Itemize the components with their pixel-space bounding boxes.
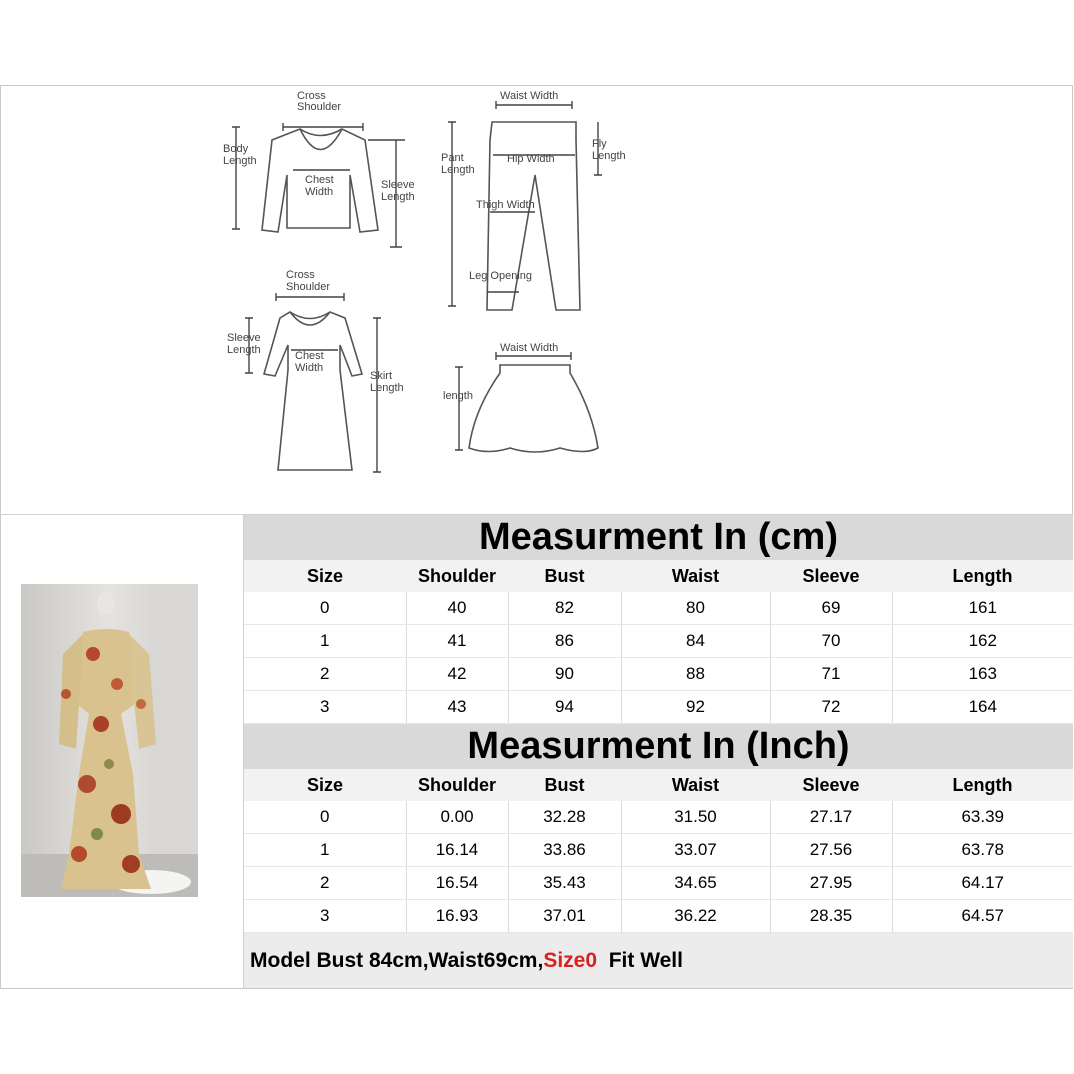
inch-header-cell: Waist bbox=[621, 769, 770, 801]
cm-header-cell: Size bbox=[244, 560, 406, 592]
inch-cell: 1 bbox=[244, 834, 406, 867]
inch-cell: 64.17 bbox=[892, 867, 1073, 900]
dress-skirt-length-label-2: Length bbox=[370, 382, 404, 394]
cm-header-cell: Length bbox=[892, 560, 1073, 592]
cm-title-row bbox=[244, 515, 1073, 560]
cm-cell: 41 bbox=[406, 625, 508, 658]
inch-cell: 27.95 bbox=[770, 867, 892, 900]
fit-well-text: Fit Well bbox=[597, 948, 683, 972]
pants-waist-width-label: Waist Width bbox=[500, 90, 559, 102]
cm-table-row bbox=[244, 691, 1073, 724]
cm-cell: 82 bbox=[508, 592, 621, 625]
pants-thigh-width-label: Thigh Width bbox=[476, 199, 535, 211]
inch-cell: 2 bbox=[244, 867, 406, 900]
pants-fly-length-label-2: Length bbox=[592, 150, 626, 162]
inch-cell: 0.00 bbox=[406, 801, 508, 834]
model-size-highlight: Size0 bbox=[543, 948, 598, 972]
inch-cell: 27.56 bbox=[770, 834, 892, 867]
cm-cell: 94 bbox=[508, 691, 621, 724]
pants-hip-width-label: Hip Width bbox=[507, 153, 555, 165]
model-photo bbox=[21, 584, 198, 897]
inch-cell: 37.01 bbox=[508, 900, 621, 933]
cm-cell: 42 bbox=[406, 658, 508, 691]
cm-cell: 0 bbox=[244, 592, 406, 625]
cm-cell: 70 bbox=[770, 625, 892, 658]
top-cross-shoulder-label-2: Shoulder bbox=[297, 101, 342, 113]
inch-cell: 63.39 bbox=[892, 801, 1073, 834]
inch-header-cell: Length bbox=[892, 769, 1073, 801]
inch-cell: 63.78 bbox=[892, 834, 1073, 867]
cm-header-cell: Shoulder bbox=[406, 560, 508, 592]
cm-table-row bbox=[244, 592, 1073, 625]
inch-header-cell: Sleeve bbox=[770, 769, 892, 801]
cm-cell: 161 bbox=[892, 592, 1073, 625]
size-chart bbox=[244, 515, 1073, 988]
pants-leg-opening-label: Leg Opening bbox=[469, 270, 532, 282]
measurement-diagrams bbox=[0, 86, 1073, 514]
cm-table-row bbox=[244, 625, 1073, 658]
top-chest-width-label-1: Chest bbox=[305, 174, 334, 186]
inch-header-row bbox=[244, 769, 1073, 801]
cm-cell: 40 bbox=[406, 592, 508, 625]
top-body-length-label-1: Body bbox=[223, 143, 249, 155]
dress-chest-width-label-2: Width bbox=[295, 362, 324, 374]
pants-pant-length-label-1: Pant bbox=[441, 152, 464, 164]
pants-fly-length-label-1: Fly bbox=[592, 138, 607, 150]
cm-cell: 92 bbox=[621, 691, 770, 724]
pants-pant-length-label-2: Length bbox=[441, 164, 475, 176]
cm-header-cell: Sleeve bbox=[770, 560, 892, 592]
cm-cell: 69 bbox=[770, 592, 892, 625]
cm-cell: 80 bbox=[621, 592, 770, 625]
dress-sleeve-length-label-2: Length bbox=[227, 344, 261, 356]
inch-cell: 33.86 bbox=[508, 834, 621, 867]
cm-header-cell: Bust bbox=[508, 560, 621, 592]
cm-cell: 1 bbox=[244, 625, 406, 658]
inch-cell: 32.28 bbox=[508, 801, 621, 834]
top-cross-shoulder-label-1: Cross bbox=[297, 90, 326, 102]
cm-cell: 43 bbox=[406, 691, 508, 724]
cm-table-row bbox=[244, 658, 1073, 691]
inch-cell: 16.54 bbox=[406, 867, 508, 900]
cm-cell: 84 bbox=[621, 625, 770, 658]
cm-title: Measurment In (cm) bbox=[244, 515, 1073, 560]
inch-cell: 36.22 bbox=[621, 900, 770, 933]
dress-sleeve-length-label-1: Sleeve bbox=[227, 332, 261, 344]
cm-cell: 88 bbox=[621, 658, 770, 691]
inch-table-row bbox=[244, 900, 1073, 933]
skirt-length-label: length bbox=[443, 390, 473, 402]
skirt-diagram bbox=[443, 342, 598, 452]
cm-cell: 71 bbox=[770, 658, 892, 691]
cm-cell: 164 bbox=[892, 691, 1073, 724]
inch-cell: 35.43 bbox=[508, 867, 621, 900]
dress-cross-shoulder-label-1: Cross bbox=[286, 269, 315, 281]
inch-cell: 16.93 bbox=[406, 900, 508, 933]
model-fit-note bbox=[244, 933, 1073, 989]
cm-cell: 163 bbox=[892, 658, 1073, 691]
cm-header-row bbox=[244, 560, 1073, 592]
top-body-length-label-2: Length bbox=[223, 155, 257, 167]
inch-table-row bbox=[244, 801, 1073, 834]
cm-header-cell: Waist bbox=[621, 560, 770, 592]
inch-cell: 0 bbox=[244, 801, 406, 834]
dress-skirt-length-label-1: Skirt bbox=[370, 370, 392, 382]
inch-cell: 64.57 bbox=[892, 900, 1073, 933]
model-measurements-text: Model Bust 84cm,Waist69cm, bbox=[250, 948, 544, 972]
cm-cell: 86 bbox=[508, 625, 621, 658]
cm-cell: 90 bbox=[508, 658, 621, 691]
inch-cell: 28.35 bbox=[770, 900, 892, 933]
inch-header-cell: Shoulder bbox=[406, 769, 508, 801]
cm-cell: 2 bbox=[244, 658, 406, 691]
pants-diagram bbox=[441, 90, 626, 310]
cm-cell: 72 bbox=[770, 691, 892, 724]
dress-chest-width-label-1: Chest bbox=[295, 350, 324, 362]
inch-table-row bbox=[244, 834, 1073, 867]
skirt-waist-width-label: Waist Width bbox=[500, 342, 559, 354]
cm-cell: 162 bbox=[892, 625, 1073, 658]
size-table bbox=[244, 515, 1073, 988]
dress-diagram bbox=[227, 269, 404, 472]
inch-cell: 27.17 bbox=[770, 801, 892, 834]
inch-cell: 3 bbox=[244, 900, 406, 933]
dress-cross-shoulder-label-2: Shoulder bbox=[286, 281, 331, 293]
inch-cell: 34.65 bbox=[621, 867, 770, 900]
cm-cell: 3 bbox=[244, 691, 406, 724]
inch-cell: 16.14 bbox=[406, 834, 508, 867]
inch-title: Measurment In (Inch) bbox=[244, 724, 1073, 770]
inch-cell: 33.07 bbox=[621, 834, 770, 867]
top-diagram bbox=[223, 90, 415, 247]
top-sleeve-length-label-1: Sleeve bbox=[381, 179, 415, 191]
top-chest-width-label-2: Width bbox=[305, 186, 334, 198]
inch-title-row bbox=[244, 724, 1073, 770]
inch-header-cell: Size bbox=[244, 769, 406, 801]
inch-header-cell: Bust bbox=[508, 769, 621, 801]
inch-table-row bbox=[244, 867, 1073, 900]
inch-cell: 31.50 bbox=[621, 801, 770, 834]
footer-row bbox=[244, 933, 1073, 989]
top-sleeve-length-label-2: Length bbox=[381, 191, 415, 203]
